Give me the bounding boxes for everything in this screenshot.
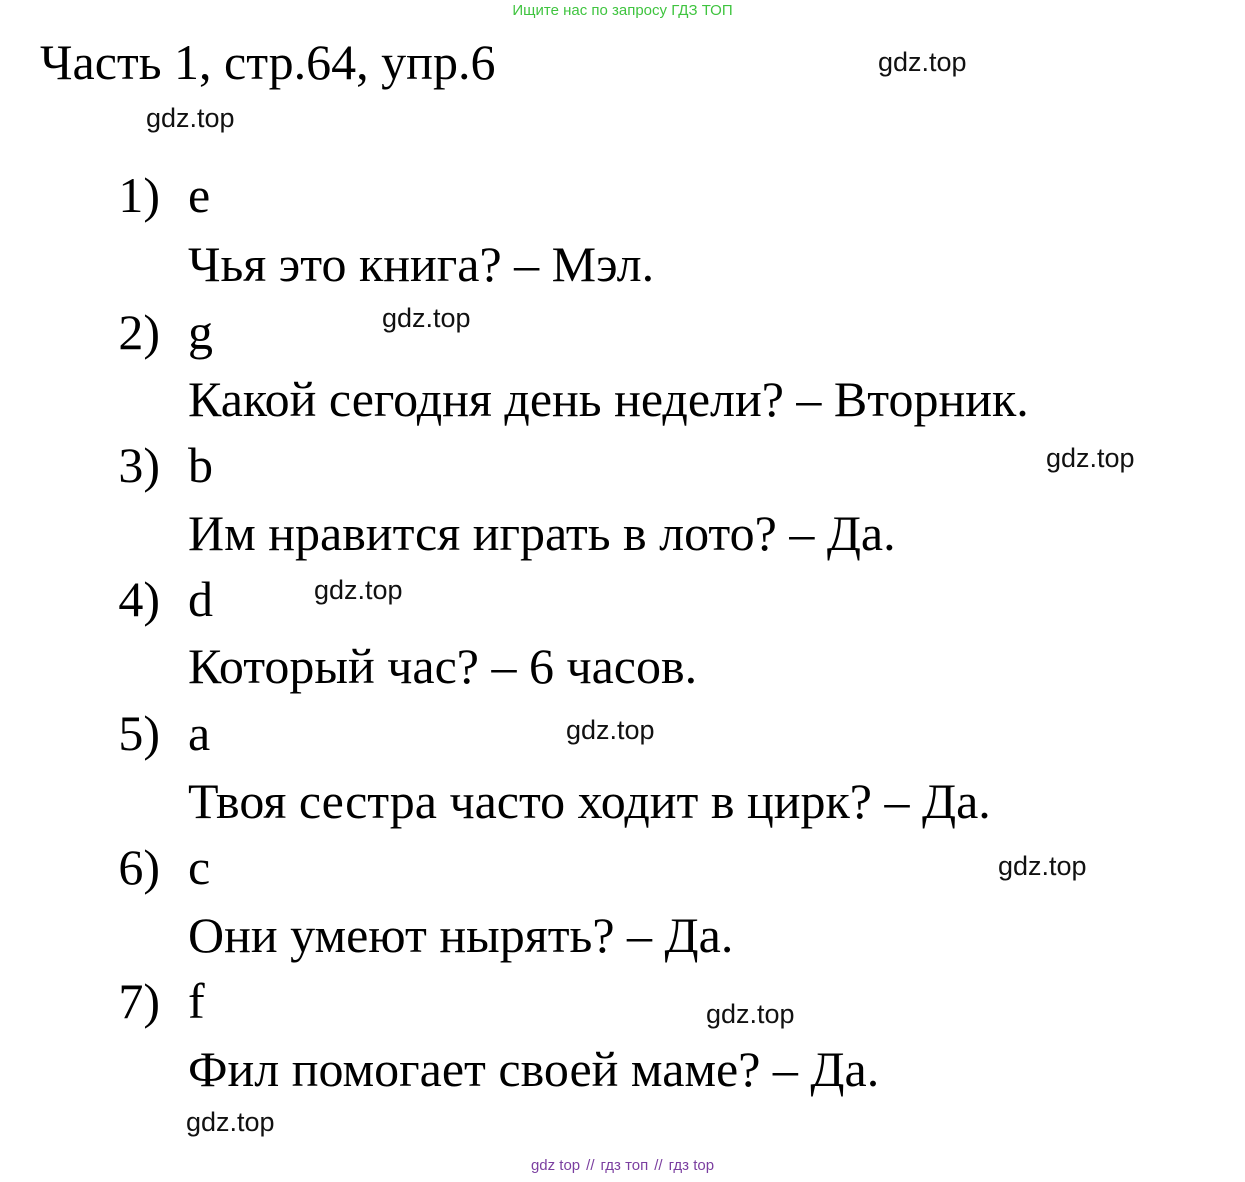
item-letter: e: [188, 167, 211, 223]
item-letter: b: [188, 437, 213, 493]
item-number: 1): [118, 167, 160, 223]
item-letter: f: [188, 973, 205, 1029]
watermark: gdz.top: [878, 47, 967, 77]
item-sentence: Им нравится играть в лото? – Да.: [188, 505, 896, 561]
item-sentence: Они умеют нырять? – Да.: [188, 907, 734, 963]
page-title: Часть 1, стр.64, упр.6: [40, 34, 496, 90]
watermark: gdz.top: [998, 851, 1087, 881]
item-sentence: Чья это книга? – Мэл.: [188, 236, 655, 292]
item-number: 5): [118, 705, 160, 761]
link-gdz-top[interactable]: gdz top: [530, 1157, 581, 1174]
item-letter: c: [188, 839, 211, 895]
watermark: gdz.top: [706, 999, 795, 1029]
item-sentence: Который час? – 6 часов.: [188, 638, 698, 694]
watermark: gdz.top: [186, 1107, 275, 1137]
item-letter: d: [188, 571, 213, 627]
item-letter: a: [188, 705, 211, 761]
link-separator: //: [586, 1157, 595, 1174]
item-sentence: Фил помогает своей маме? – Да.: [188, 1041, 880, 1097]
watermark: gdz.top: [146, 103, 235, 133]
item-letter: g: [188, 304, 213, 360]
item-sentence: Какой сегодня день недели? – Вторник.: [188, 371, 1029, 427]
item-number: 7): [118, 973, 160, 1029]
item-number: 6): [118, 839, 160, 895]
bottom-links: [0, 1157, 1245, 1174]
item-number: 3): [118, 437, 160, 493]
watermark: gdz.top: [314, 575, 403, 605]
watermark: gdz.top: [382, 303, 471, 333]
link-gdz-top-mixed[interactable]: гдз top: [668, 1157, 715, 1174]
item-number: 2): [118, 304, 160, 360]
top-banner: Ищите нас по запросу ГДЗ ТОП: [512, 2, 733, 19]
item-number: 4): [118, 571, 160, 627]
item-sentence: Твоя сестра часто ходит в цирк? – Да.: [188, 773, 991, 829]
link-gdz-top-ru[interactable]: гдз топ: [600, 1157, 649, 1174]
watermark: gdz.top: [1046, 443, 1135, 473]
link-separator: //: [654, 1157, 663, 1174]
watermark: gdz.top: [566, 715, 655, 745]
